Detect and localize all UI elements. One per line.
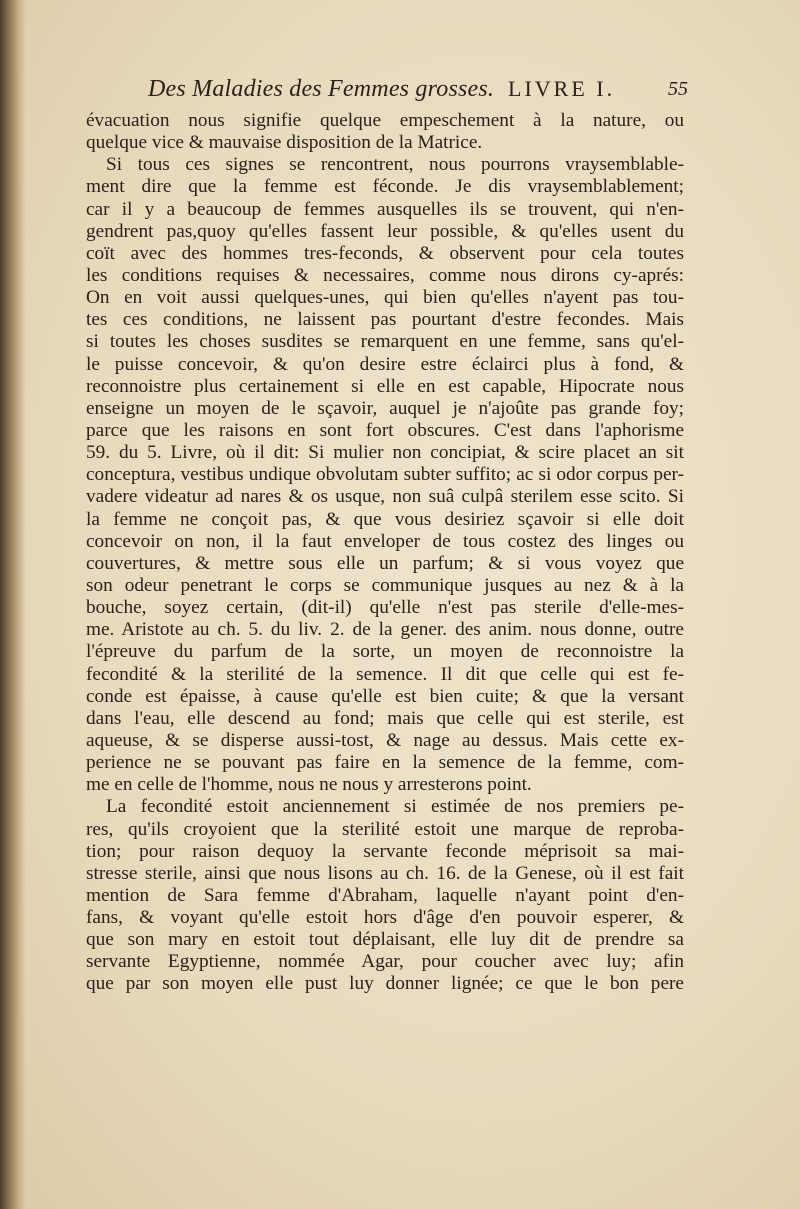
- page-number: 55: [668, 78, 688, 100]
- text-line: enseigne un moyen de le sçavoir, auquel je n'ajoûte pas grande foy;: [86, 397, 684, 419]
- header-title: Des Maladies des Femmes grosses.: [148, 76, 495, 102]
- page-binding-edge: [0, 0, 26, 1209]
- text-line: tes ces conditions, ne laissent pas pourtant d'estre fecondes. Mais: [86, 309, 684, 331]
- text-line: res, qu'ils croyoient que la sterilité estoit une marque de reproba-: [86, 818, 684, 840]
- running-header: [148, 72, 688, 112]
- text-line: dans l'eau, elle descend au fond; mais que celle qui est sterile, est: [86, 707, 684, 729]
- text-line: conde est épaisse, à cause qu'elle est bien cuite; & que la versant: [86, 685, 684, 707]
- text-line: coït avec des hommes tres-feconds, & observent pour cela toutes: [86, 242, 684, 264]
- text-line: si toutes les choses susdites se remarquent en une femme, sans qu'el-: [86, 331, 684, 353]
- text-line: ment dire que la femme est féconde. Je dis vraysemblablement;: [86, 176, 684, 198]
- text-line: que par son moyen elle pust luy donner lignée; ce que le bon pere: [86, 973, 684, 995]
- text-line: la femme ne conçoit pas, & que vous desiriez sçavoir si elle doit: [86, 508, 684, 530]
- text-line: vadere videatur ad nares & os usque, non suâ culpâ sterilem esse scito. Si: [86, 486, 684, 508]
- text-line: On en voit aussi quelques-unes, qui bien qu'elles n'ayent pas tou-: [86, 287, 684, 309]
- text-line: conceptura, vestibus undique obvolutam subter suffito; ac si odor corpus per-: [86, 464, 684, 486]
- text-line: bouche, soyez certain, (dit-il) qu'elle n'est pas sterile d'elle-mes-: [86, 597, 684, 619]
- text-line: tion; pour raison dequoy la servante feconde méprisoit sa mai-: [86, 840, 684, 862]
- text-line: fecondité & la sterilité de la semence. Il dit que celle qui est fe-: [86, 663, 684, 685]
- text-line: me. Aristote au ch. 5. du liv. 2. de la gener. des anim. nous donne, outre: [86, 619, 684, 641]
- text-line: car il y a beaucoup de femmes ausquelles ils se trouvent, qui n'en-: [86, 198, 684, 220]
- body-text: [86, 110, 684, 996]
- text-line: couvertures, & mettre sous elle un parfum; & si vous voyez que: [86, 552, 684, 574]
- text-line: que son mary en estoit tout déplaisant, elle luy dit de prendre sa: [86, 929, 684, 951]
- text-line: aqueuse, & se disperse aussi-tost, & nage au dessus. Mais cette ex-: [86, 729, 684, 751]
- header-book-label: LIVRE I.: [508, 76, 616, 101]
- text-line: perience ne se pouvant pas faire en la semence de la femme, com-: [86, 752, 684, 774]
- text-line: me en celle de l'homme, nous ne nous y arresterons point.: [86, 774, 532, 796]
- text-line: évacuation nous signifie quelque empeschement à la nature, ou: [86, 110, 684, 131]
- text-line: 59. du 5. Livre, où il dit: Si mulier non concipiat, & scire placet an sit: [86, 442, 684, 464]
- text-line: mention de Sara femme d'Abraham, laquelle n'ayant point d'en-: [86, 884, 684, 906]
- text-line: reconnoistre plus certainement si elle en est capable, Hipocrate nous: [86, 375, 684, 397]
- text-line: les conditions requises & necessaires, comme nous dirons cy-aprés:: [86, 264, 684, 286]
- text-line: stresse sterile, ainsi que nous lisons au ch. 16. de la Genese, où il est fait: [86, 862, 684, 884]
- text-line: La fecondité estoit anciennement si estimée de nos premiers pe-: [106, 796, 684, 818]
- text-line: son odeur penetrant le corps se communique jusques au nez & à la: [86, 574, 684, 596]
- text-line: quelque vice & mauvaise disposition de la Matrice.: [86, 132, 483, 154]
- text-line: parce que les raisons en sont fort obscures. C'est dans l'aphorisme: [86, 419, 684, 441]
- text-line: Si tous ces signes se rencontrent, nous pourrons vraysemblable-: [106, 154, 684, 176]
- text-line: le puisse concevoir, & qu'on desire estre éclairci plus à fond, &: [86, 353, 684, 375]
- text-line: fans, & voyant qu'elle estoit hors d'âge d'en pouvoir esperer, &: [86, 907, 684, 929]
- text-line: servante Egyptienne, nommée Agar, pour coucher avec luy; afin: [86, 951, 684, 973]
- text-line: gendrent pas,quoy qu'elles fassent leur possible, & qu'elles usent du: [86, 220, 684, 242]
- text-line: concevoir on non, il la faut enveloper de tous costez des linges ou: [86, 530, 684, 552]
- text-line: l'épreuve du parfum de la sorte, un moyen de reconnoistre la: [86, 641, 684, 663]
